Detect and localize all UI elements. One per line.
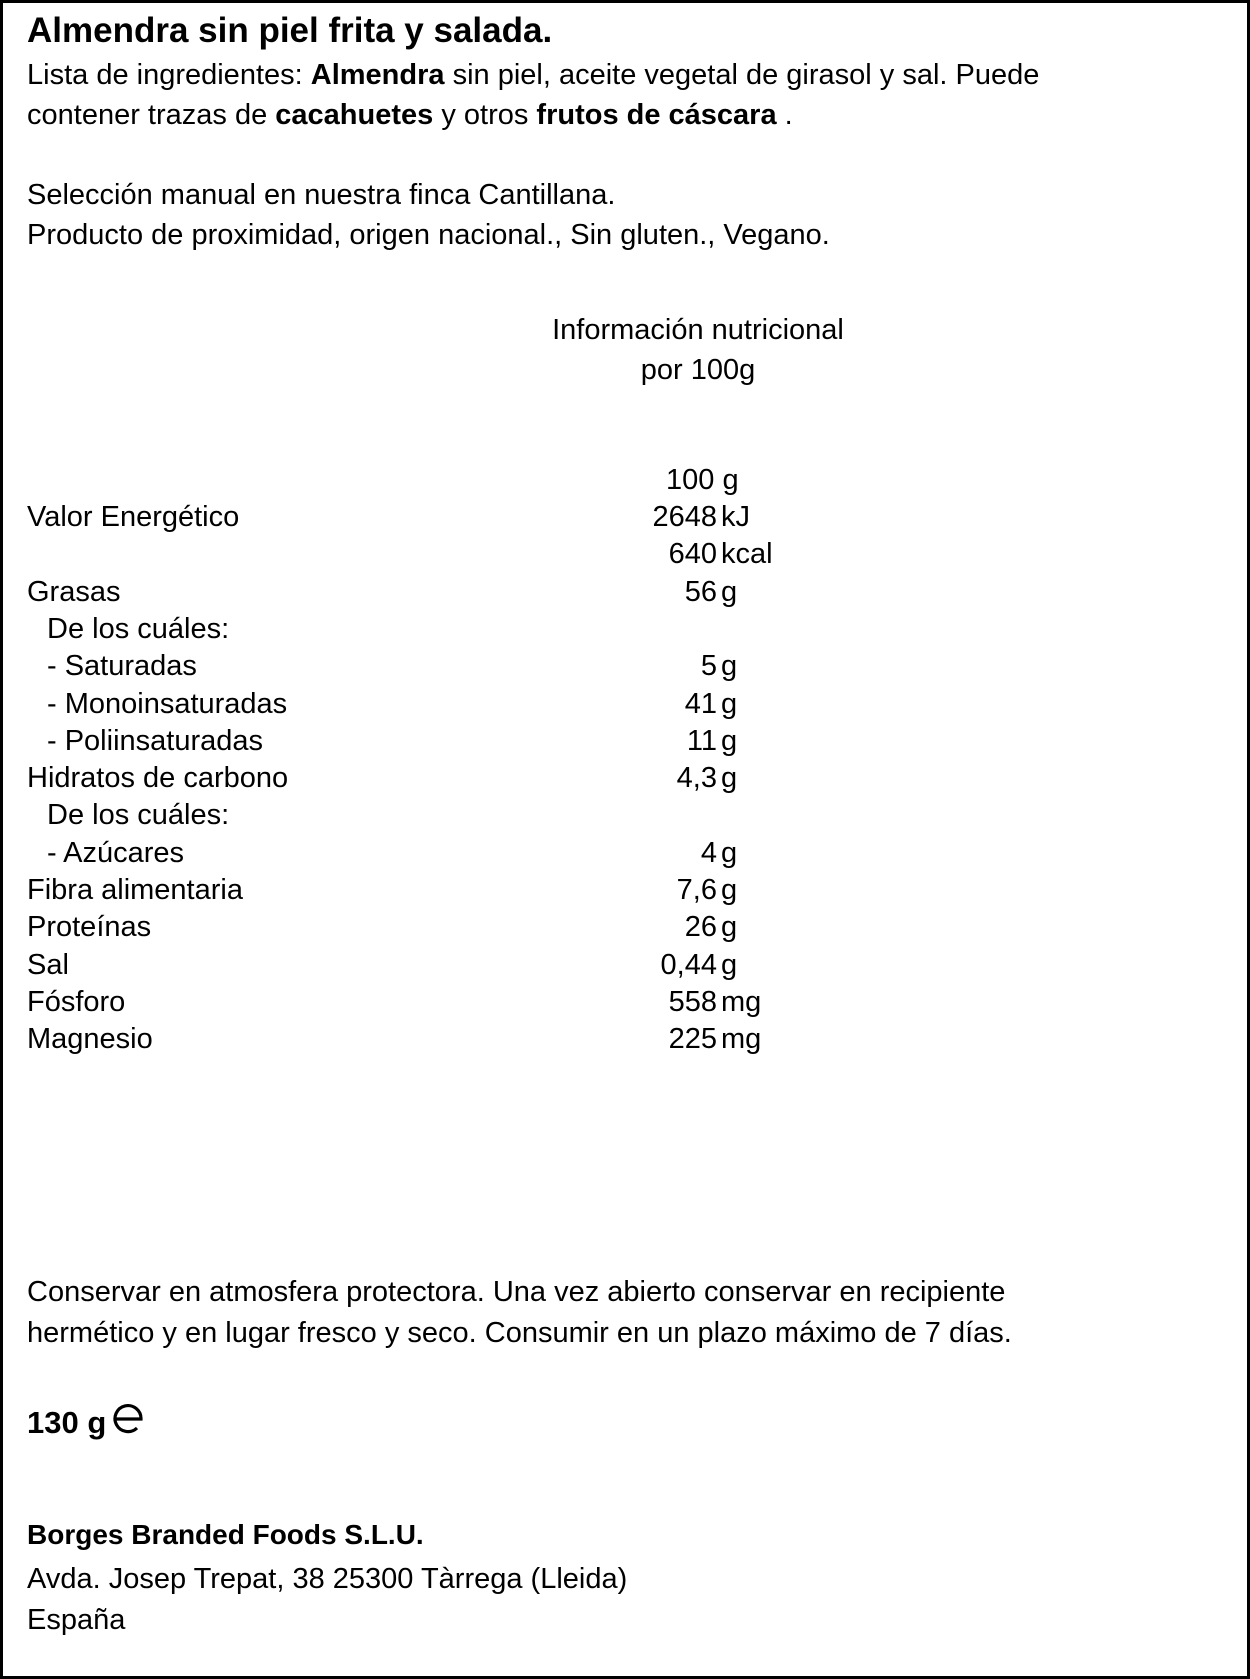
nutrition-row-value: 11 <box>686 725 717 757</box>
nutrition-row-unit: g <box>721 688 738 720</box>
allergen-almendra: Almendra <box>310 59 445 91</box>
claim-line-1: Selección manual en nuestra finca Cantillana. <box>27 179 616 211</box>
nutrition-row-unit: g <box>721 762 738 794</box>
ingredients-rest: sin piel, aceite vegetal de girasol y sal. Puede <box>444 59 1040 91</box>
allergen-frutos-cascara: frutos de cáscara <box>536 99 777 131</box>
nutrition-row-label: - Monoinsaturadas <box>47 688 288 720</box>
nutrition-row-unit: g <box>721 874 738 906</box>
company-address: Avda. Josep Trepat, 38 25300 Tàrrega (Lleida) <box>27 1563 628 1595</box>
nutrition-row-label: De los cuáles: <box>47 613 230 645</box>
nutrition-row-label: Fósforo <box>27 986 126 1018</box>
storage-line-2: hermético y en lugar fresco y seco. Consumir en un plazo máximo de 7 días. <box>27 1317 1012 1349</box>
nutrition-row-value: 4 <box>700 837 717 869</box>
nutrition-row-value: 640 <box>668 538 717 570</box>
nutrition-row-value: 2648 <box>652 501 717 533</box>
nutrition-row-unit: g <box>721 725 738 757</box>
product-title: Almendra sin piel frita y salada. <box>27 11 553 50</box>
nutrition-row-label: Fibra alimentaria <box>27 874 243 906</box>
net-weight-value: 130 g <box>27 1405 107 1440</box>
nutrition-row-unit: kcal <box>721 538 773 570</box>
nutrition-row-label: - Saturadas <box>47 650 197 682</box>
nutrition-row-unit: g <box>721 949 738 981</box>
ingredients-line-1 <box>27 61 1039 90</box>
estimated-sign-icon <box>108 1402 148 1441</box>
company-name: Borges Branded Foods S.L.U. <box>27 1519 424 1550</box>
nutrition-row-value: 5 <box>700 650 717 682</box>
storage-line-1: Conservar en atmosfera protectora. Una vez abierto conservar en recipiente <box>27 1276 1006 1308</box>
nutrition-header-line-1: Información nutricional <box>552 314 844 346</box>
ingredients-prefix: Lista de ingredientes: <box>27 59 311 91</box>
traces-suffix: . <box>776 99 793 131</box>
nutrition-row-label: Sal <box>27 949 69 981</box>
traces-middle: y otros <box>433 99 537 131</box>
net-weight <box>27 1402 148 1441</box>
nutrition-row-value: 7,6 <box>676 874 717 906</box>
nutrition-row-label: De los cuáles: <box>47 799 230 831</box>
nutrition-row-value: 4,3 <box>676 762 717 794</box>
nutrition-row-unit: g <box>721 650 738 682</box>
nutrition-row-unit: kJ <box>721 501 750 533</box>
claim-line-2: Producto de proximidad, origen nacional., Sin gluten., Vegano. <box>27 219 830 251</box>
nutrition-column-header: 100 g <box>666 464 739 496</box>
nutrition-row-unit: g <box>721 837 738 869</box>
nutrition-row-label: Valor Energético <box>27 501 240 533</box>
nutrition-header-line-2: por 100g <box>640 354 756 386</box>
nutrition-row-value: 225 <box>668 1023 717 1055</box>
nutrition-row-label: Magnesio <box>27 1023 153 1055</box>
nutrition-row-unit: mg <box>721 1023 762 1055</box>
allergen-cacahuetes: cacahuetes <box>275 99 434 131</box>
nutrition-row-label: Proteínas <box>27 911 152 943</box>
company-country: España <box>27 1604 126 1636</box>
nutrition-row-value: 41 <box>684 688 717 720</box>
nutrition-row-value: 56 <box>684 576 717 608</box>
nutrition-row-label: Grasas <box>27 576 121 608</box>
ingredients-line-2 <box>27 101 793 130</box>
nutrition-row-unit: g <box>721 576 738 608</box>
nutrition-row-value: 558 <box>668 986 717 1018</box>
nutrition-row-unit: g <box>721 911 738 943</box>
nutrition-row-label: - Azúcares <box>47 837 184 869</box>
nutrition-row-value: 0,44 <box>660 949 717 981</box>
nutrition-row-unit: mg <box>721 986 762 1018</box>
nutrition-row-value: 26 <box>684 911 717 943</box>
nutrition-row-label: - Poliinsaturadas <box>47 725 263 757</box>
traces-prefix: contener trazas de <box>27 99 276 131</box>
nutrition-row-label: Hidratos de carbono <box>27 762 289 794</box>
